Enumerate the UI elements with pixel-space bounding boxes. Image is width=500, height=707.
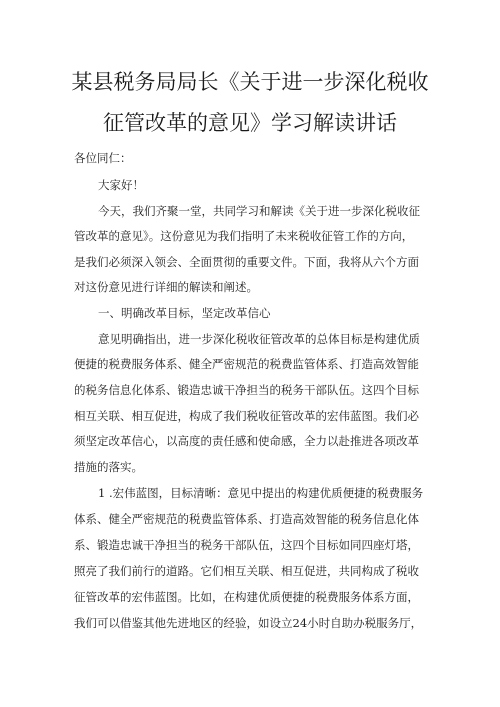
section-heading: 一、明确改革目标，坚定改革信心 [98, 306, 271, 320]
paragraph-line: 须坚定改革信心，以高度的责任感和使命感，全力以赴推进各项改革 [74, 434, 419, 448]
paragraph-line: 我们可以借鉴其他先进地区的经验，如设立24小时自助办税服务厅， [74, 616, 423, 630]
paragraph-line: 相互关联、相互促进，构成了我们税收征管改革的宏伟蓝图。我们必 [74, 409, 419, 423]
paragraph-line: 照亮了我们前行的道路。它们相互关联、相互促进，共同构成了税收 [74, 564, 419, 578]
paragraph-line: 对这份意见进行详细的解读和阐述。 [74, 280, 258, 294]
paragraph-line: 1 .宏伟蓝图，目标清晰：意见中提出的构建优质便捷的税费服务 [98, 486, 424, 500]
paragraph-line: 意见明确指出，进一步深化税收征管改革的总体目标是构建优质 [98, 332, 420, 346]
paragraph-line: 今天，我们齐聚一堂，共同学习和解读《关于进一步深化税收征 [98, 204, 420, 218]
paragraph-line: 体系、健全严密规范的税费监管体系、打造高效智能的税务信息化体 [74, 512, 419, 526]
paragraph-line: 是我们必须深入领会、全面贯彻的重要文件。下面，我将从六个方面 [74, 255, 419, 269]
paragraph-line: 管改革的意见》。这份意见为我们指明了未来税收征管工作的方向， [74, 229, 414, 243]
salutation: 各位同仁： [74, 151, 132, 165]
document-title-line-1: 某县税务局局长《关于进一步深化税收 [71, 70, 429, 94]
paragraph-line: 的税务信息化体系、锻造忠诚干净担当的税务干部队伍。这四个目标 [74, 383, 419, 397]
document-title-line-2: 征管改革的意见》学习解读讲话 [103, 111, 397, 135]
paragraph-line: 便捷的税费服务体系、健全严密规范的税费监管体系、打造高效智能 [74, 357, 419, 371]
paragraph-line: 措施的落实。 [74, 460, 143, 474]
greeting: 大家好！ [98, 178, 144, 192]
paragraph-line: 征管改革的宏伟蓝图。比如，在构建优质便捷的税费服务体系方面， [74, 590, 419, 604]
paragraph-line: 系、锻造忠诚干净担当的税务干部队伍，这四个目标如同四座灯塔， [74, 538, 419, 552]
